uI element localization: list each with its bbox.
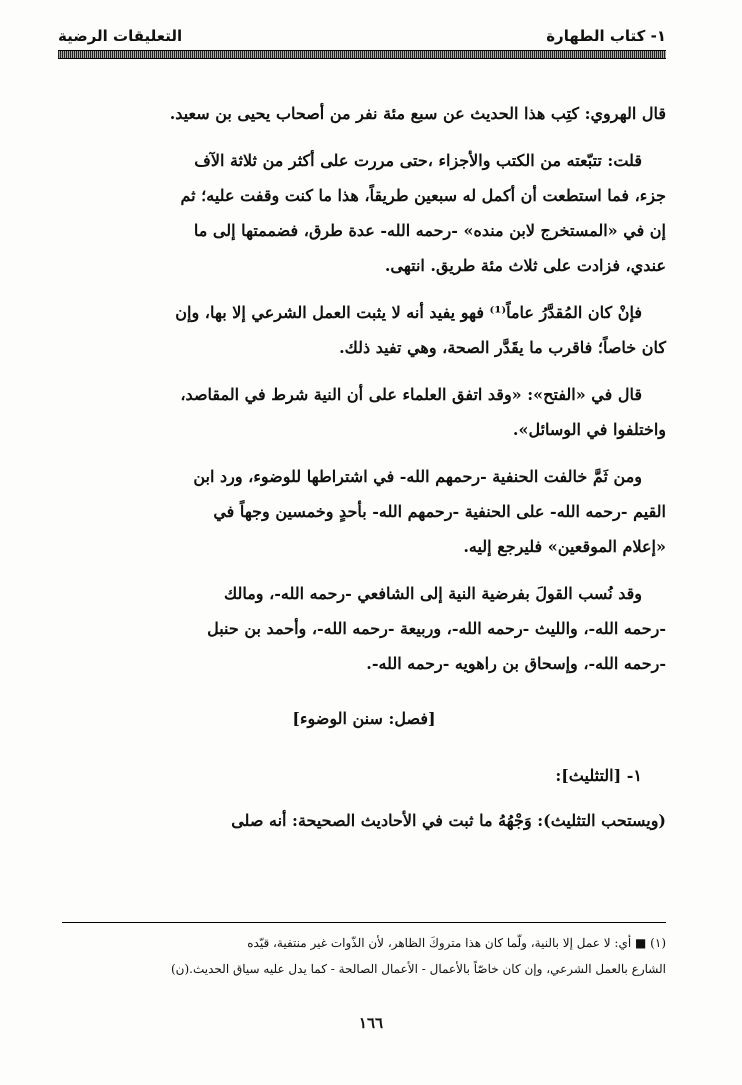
text-line: «إعلام الموقعين» فليرجع إليه. <box>463 537 666 556</box>
section-title: [فصل: سنن الوضوء] <box>292 709 436 728</box>
header-rule <box>58 50 666 59</box>
paragraph-qultu <box>62 143 666 283</box>
text-line: عندي، فزادت على ثلاث مئة طريق. انتهى. <box>384 256 666 275</box>
text-line: واختلفوا في الوسائل». <box>512 420 666 439</box>
paragraph-fath <box>62 377 666 447</box>
text-line: -رحمه الله-، وإسحاق بن راهويه -رحمه الله-. <box>366 654 666 673</box>
text-line: قال الهروي: كتِب هذا الحديث عن سبع مئة نفر من أصحاب يحيى بن سعيد. <box>169 104 666 123</box>
footnote-rule <box>62 922 666 923</box>
text-line: إن في «المستخرج لابن منده» -رحمه الله- عدة طرق، فضممتها إلى ما <box>193 221 666 240</box>
text-line: فإنْ كان المُقدَّرُ عاماً⁽¹⁾ فهو يفيد أنه لا يثبت العمل الشرعي إلا بها، وإن <box>175 303 642 322</box>
text-line: كان خاصاً؛ فاقرب ما يقَدَّر الصحة، وهي تفيد ذلك. <box>339 338 666 357</box>
text-line: القيم -رحمه الله- على الحنفية -رحمهم الله- بأحدٍ وخمسين وجهاً في <box>213 502 666 521</box>
footnote <box>62 930 666 982</box>
footnote-line: الشارع بالعمل الشرعي، وإن كان خاصّاً بالأعمال - الأعمال الصالحة - كما يدل عليه سياق الحديث.(ن) <box>171 962 666 976</box>
numbered-heading: ١- [التثليث]: <box>555 766 642 785</box>
paragraph-harawi <box>62 96 666 131</box>
text-line: (ويستحب التثليث): وَجْهُهُ ما ثبت في الأحاديث الصحيحة: أنه صلى <box>231 811 666 830</box>
footnote-line: (١) ■ أي: لا عمل إلا بالنية، ولّما كان هذا متروكَ الظاهر، لأن الذّوات غير منتفية، قيّده <box>247 936 666 950</box>
text-line: جزء، فما استطعت أن أكمل له سبعين طريقاً، هذا ما كنت وقفت عليه؛ ثم <box>180 186 666 205</box>
paragraph-niyya <box>62 576 666 681</box>
chapter-title: ١- كتاب الطهارة <box>546 27 666 45</box>
running-header <box>58 24 666 48</box>
book-title: التعليقات الرضية <box>58 27 183 45</box>
main-text <box>62 96 666 848</box>
text-line: قلت: تتبّعته من الكتب والأجزاء ،حتى مررت على أكثر من ثلاثة الآف <box>194 151 642 170</box>
text-line: -رحمه الله-، والليث -رحمه الله-، وربيعة -رحمه الله-، وأحمد بن حنبل <box>207 619 666 638</box>
text-line: قال في «الفتح»: «وقد اتفق العلماء على أن النية شرط في المقاصد، <box>180 385 642 404</box>
text-line: وقد نُسب القولَ بفرضية النية إلى الشافعي -رحمه الله-، ومالك <box>223 584 642 603</box>
page-number: ١٦٦ <box>358 1014 384 1032</box>
paragraph-hanafiyya <box>62 459 666 564</box>
paragraph-muqaddar <box>62 295 666 365</box>
text-line: ومن ثَمَّ خالفت الحنفية -رحمهم الله- في اشتراطها للوضوء، ورد ابن <box>193 467 642 486</box>
